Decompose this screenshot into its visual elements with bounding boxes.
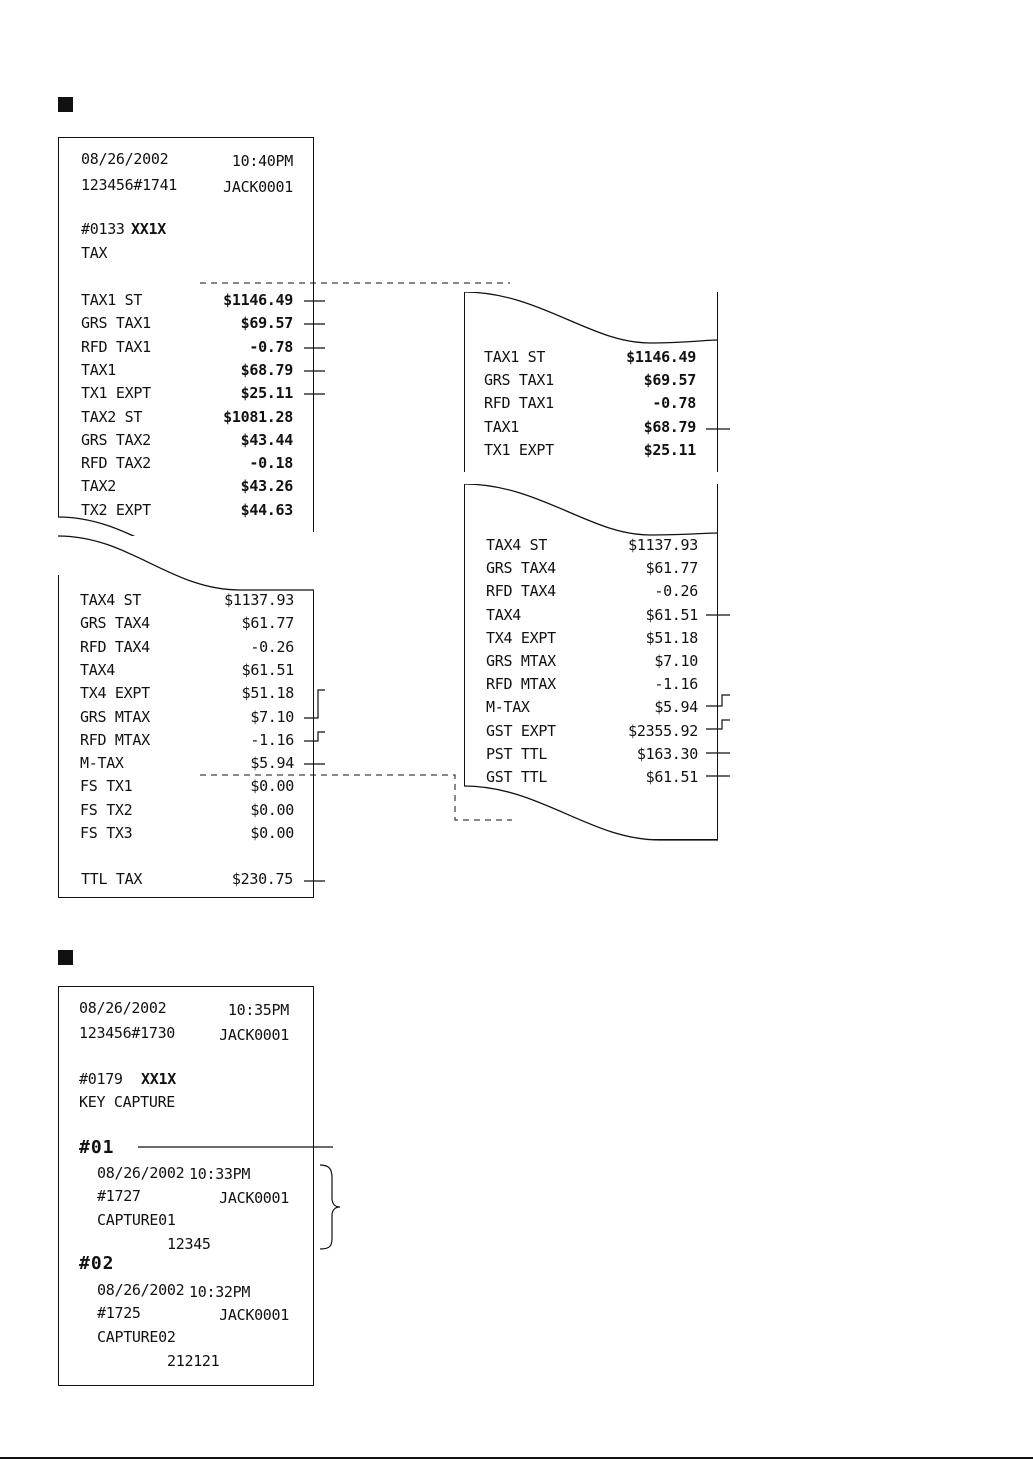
row-value: $0.00 — [250, 777, 294, 796]
row-value: $1081.28 — [223, 407, 293, 426]
row-value: $2355.92 — [628, 721, 698, 740]
report-row — [464, 698, 718, 716]
row-label: TAX4 — [486, 605, 521, 624]
row-value: $1146.49 — [223, 291, 293, 309]
row-label: M-TAX — [486, 698, 530, 717]
row-value: $61.77 — [241, 614, 294, 633]
row-label: RFD TAX4 — [80, 637, 150, 656]
row-label: RFD TAX1 — [484, 394, 554, 413]
row-label: TAX4 — [80, 660, 115, 679]
report-row — [464, 722, 718, 740]
kc-register: 123456#1730 — [79, 1024, 176, 1042]
capture-entry-clerk: JACK0001 — [219, 1306, 289, 1324]
report-row — [58, 614, 314, 632]
row-label: TAX1 — [81, 360, 116, 379]
row-value: $51.18 — [645, 628, 698, 647]
row-value: -0.26 — [250, 637, 294, 656]
report-number: #0133 — [81, 220, 125, 238]
row-label: GRS TAX1 — [81, 314, 151, 333]
report-row — [464, 394, 718, 412]
row-value: $7.10 — [250, 707, 294, 726]
capture-entry-name: CAPTURE02 — [97, 1328, 176, 1346]
row-value: $68.79 — [240, 360, 293, 379]
kc-time: 10:35PM — [227, 1001, 289, 1019]
capture-entry-date: 08/26/2002 — [97, 1281, 185, 1299]
row-value: $7.10 — [654, 652, 698, 670]
canada-rows-layer-2 — [464, 482, 718, 802]
row-value: $0.00 — [250, 824, 294, 842]
row-value: $61.51 — [645, 768, 698, 786]
row-label: RFD TAX1 — [81, 337, 151, 356]
row-label: M-TAX — [80, 754, 124, 773]
capture-entry-time: 10:33PM — [189, 1165, 251, 1183]
row-value: $43.26 — [240, 477, 293, 496]
row-label: GRS TAX4 — [486, 559, 556, 578]
row-value: $69.57 — [643, 371, 696, 390]
clerk-code: JACK0001 — [223, 178, 293, 196]
row-value: $43.44 — [240, 430, 293, 449]
report-time: 10:40PM — [231, 152, 293, 170]
row-label: PST TTL — [486, 744, 548, 763]
row-label: TAX1 — [484, 417, 519, 436]
kc-clerk: JACK0001 — [219, 1026, 289, 1044]
row-value: $51.18 — [241, 684, 294, 703]
report-row — [464, 371, 718, 389]
row-label: TAX2 ST — [81, 407, 143, 426]
row-value: $69.57 — [240, 314, 293, 333]
row-value: $1137.93 — [224, 591, 294, 609]
report-row — [464, 348, 718, 366]
row-label: GST TTL — [486, 768, 548, 786]
row-value: $25.11 — [240, 384, 293, 403]
row-value: -0.26 — [654, 582, 698, 601]
row-label: FS TX2 — [80, 800, 133, 819]
row-label: TX4 EXPT — [80, 684, 150, 703]
row-label: GRS MTAX — [486, 652, 556, 670]
register-no: 123456#1741 — [81, 176, 178, 194]
row-value: -1.16 — [250, 730, 294, 749]
total-tax-value: $230.75 — [231, 870, 293, 888]
row-value: $163.30 — [636, 744, 698, 763]
row-label: FS TX1 — [80, 777, 133, 796]
row-label: GST EXPT — [486, 721, 556, 740]
kc-date: 08/26/2002 — [79, 999, 167, 1017]
capture-entry-clerk: JACK0001 — [219, 1189, 289, 1207]
report-row — [464, 629, 718, 647]
row-value: $44.63 — [240, 500, 293, 519]
report-row — [464, 675, 718, 693]
capture-entry-number: #02 — [79, 1253, 115, 1274]
row-label: TAX1 ST — [484, 348, 546, 366]
report-row — [58, 591, 314, 609]
report-row — [464, 606, 718, 624]
row-value: -0.18 — [249, 454, 293, 473]
row-value: $61.77 — [645, 559, 698, 578]
report-row — [464, 768, 718, 786]
mode-mark: XX1X — [131, 220, 166, 238]
row-label: TX2 EXPT — [81, 500, 151, 519]
row-value: $68.79 — [643, 417, 696, 436]
row-value: $0.00 — [250, 800, 294, 819]
row-value: $61.51 — [241, 660, 294, 679]
tax-rows-layer-2 — [58, 536, 314, 842]
kc-report-number: #0179 — [79, 1070, 123, 1088]
report-row — [58, 731, 314, 749]
row-label: GRS MTAX — [80, 707, 150, 726]
report-row — [464, 559, 718, 577]
report-row — [58, 638, 314, 656]
canada-rows-layer-1 — [464, 290, 718, 480]
row-label: GRS TAX1 — [484, 371, 554, 390]
row-label: GRS TAX4 — [80, 614, 150, 633]
row-label: TX1 EXPT — [484, 440, 554, 459]
report-row — [464, 441, 718, 459]
report-row — [58, 754, 314, 772]
report-row — [58, 777, 314, 795]
report-row — [464, 536, 718, 554]
brace — [320, 1165, 340, 1249]
total-tax-label: TTL TAX — [81, 870, 143, 888]
row-label: RFD MTAX — [486, 675, 556, 694]
report-date: 08/26/2002 — [81, 150, 169, 168]
capture-entry-name: CAPTURE01 — [97, 1211, 176, 1229]
row-label: RFD MTAX — [80, 730, 150, 749]
report-row — [58, 824, 314, 842]
row-value: $5.94 — [654, 698, 698, 717]
row-label: TX1 EXPT — [81, 384, 151, 403]
report-row — [464, 582, 718, 600]
row-value: $25.11 — [643, 440, 696, 459]
kc-mode-mark: XX1X — [141, 1070, 176, 1088]
row-value: $1146.49 — [626, 348, 696, 366]
row-label: RFD TAX2 — [81, 454, 151, 473]
report-row — [58, 801, 314, 819]
report-row — [58, 661, 314, 679]
kc-title: KEY CAPTURE — [79, 1093, 176, 1111]
report-row — [58, 708, 314, 726]
report-row — [464, 652, 718, 670]
row-value: $61.51 — [645, 605, 698, 624]
row-value: -1.16 — [654, 675, 698, 694]
row-value: $1137.93 — [628, 536, 698, 554]
capture-entry-date: 08/26/2002 — [97, 1164, 185, 1182]
capture-entry-consec: #1725 — [97, 1304, 141, 1322]
row-value: -0.78 — [652, 394, 696, 413]
row-label: TAX4 ST — [486, 536, 548, 554]
row-label: TX4 EXPT — [486, 628, 556, 647]
capture-entry-time: 10:32PM — [189, 1283, 251, 1301]
row-value: $5.94 — [250, 754, 294, 773]
row-label: FS TX3 — [80, 824, 133, 842]
report-row — [464, 418, 718, 436]
row-label: TAX4 ST — [80, 591, 142, 609]
capture-entry-value: 12345 — [167, 1235, 211, 1253]
row-value: -0.78 — [249, 337, 293, 356]
report-row — [464, 745, 718, 763]
capture-entry-number: #01 — [79, 1137, 115, 1158]
report-title: TAX — [81, 244, 108, 262]
row-label: TAX2 — [81, 477, 116, 496]
capture-entry-value: 212121 — [167, 1352, 220, 1370]
row-label: TAX1 ST — [81, 291, 143, 309]
capture-entry-consec: #1727 — [97, 1187, 141, 1205]
row-label: RFD TAX4 — [486, 582, 556, 601]
report-row — [58, 684, 314, 702]
row-label: GRS TAX2 — [81, 430, 151, 449]
